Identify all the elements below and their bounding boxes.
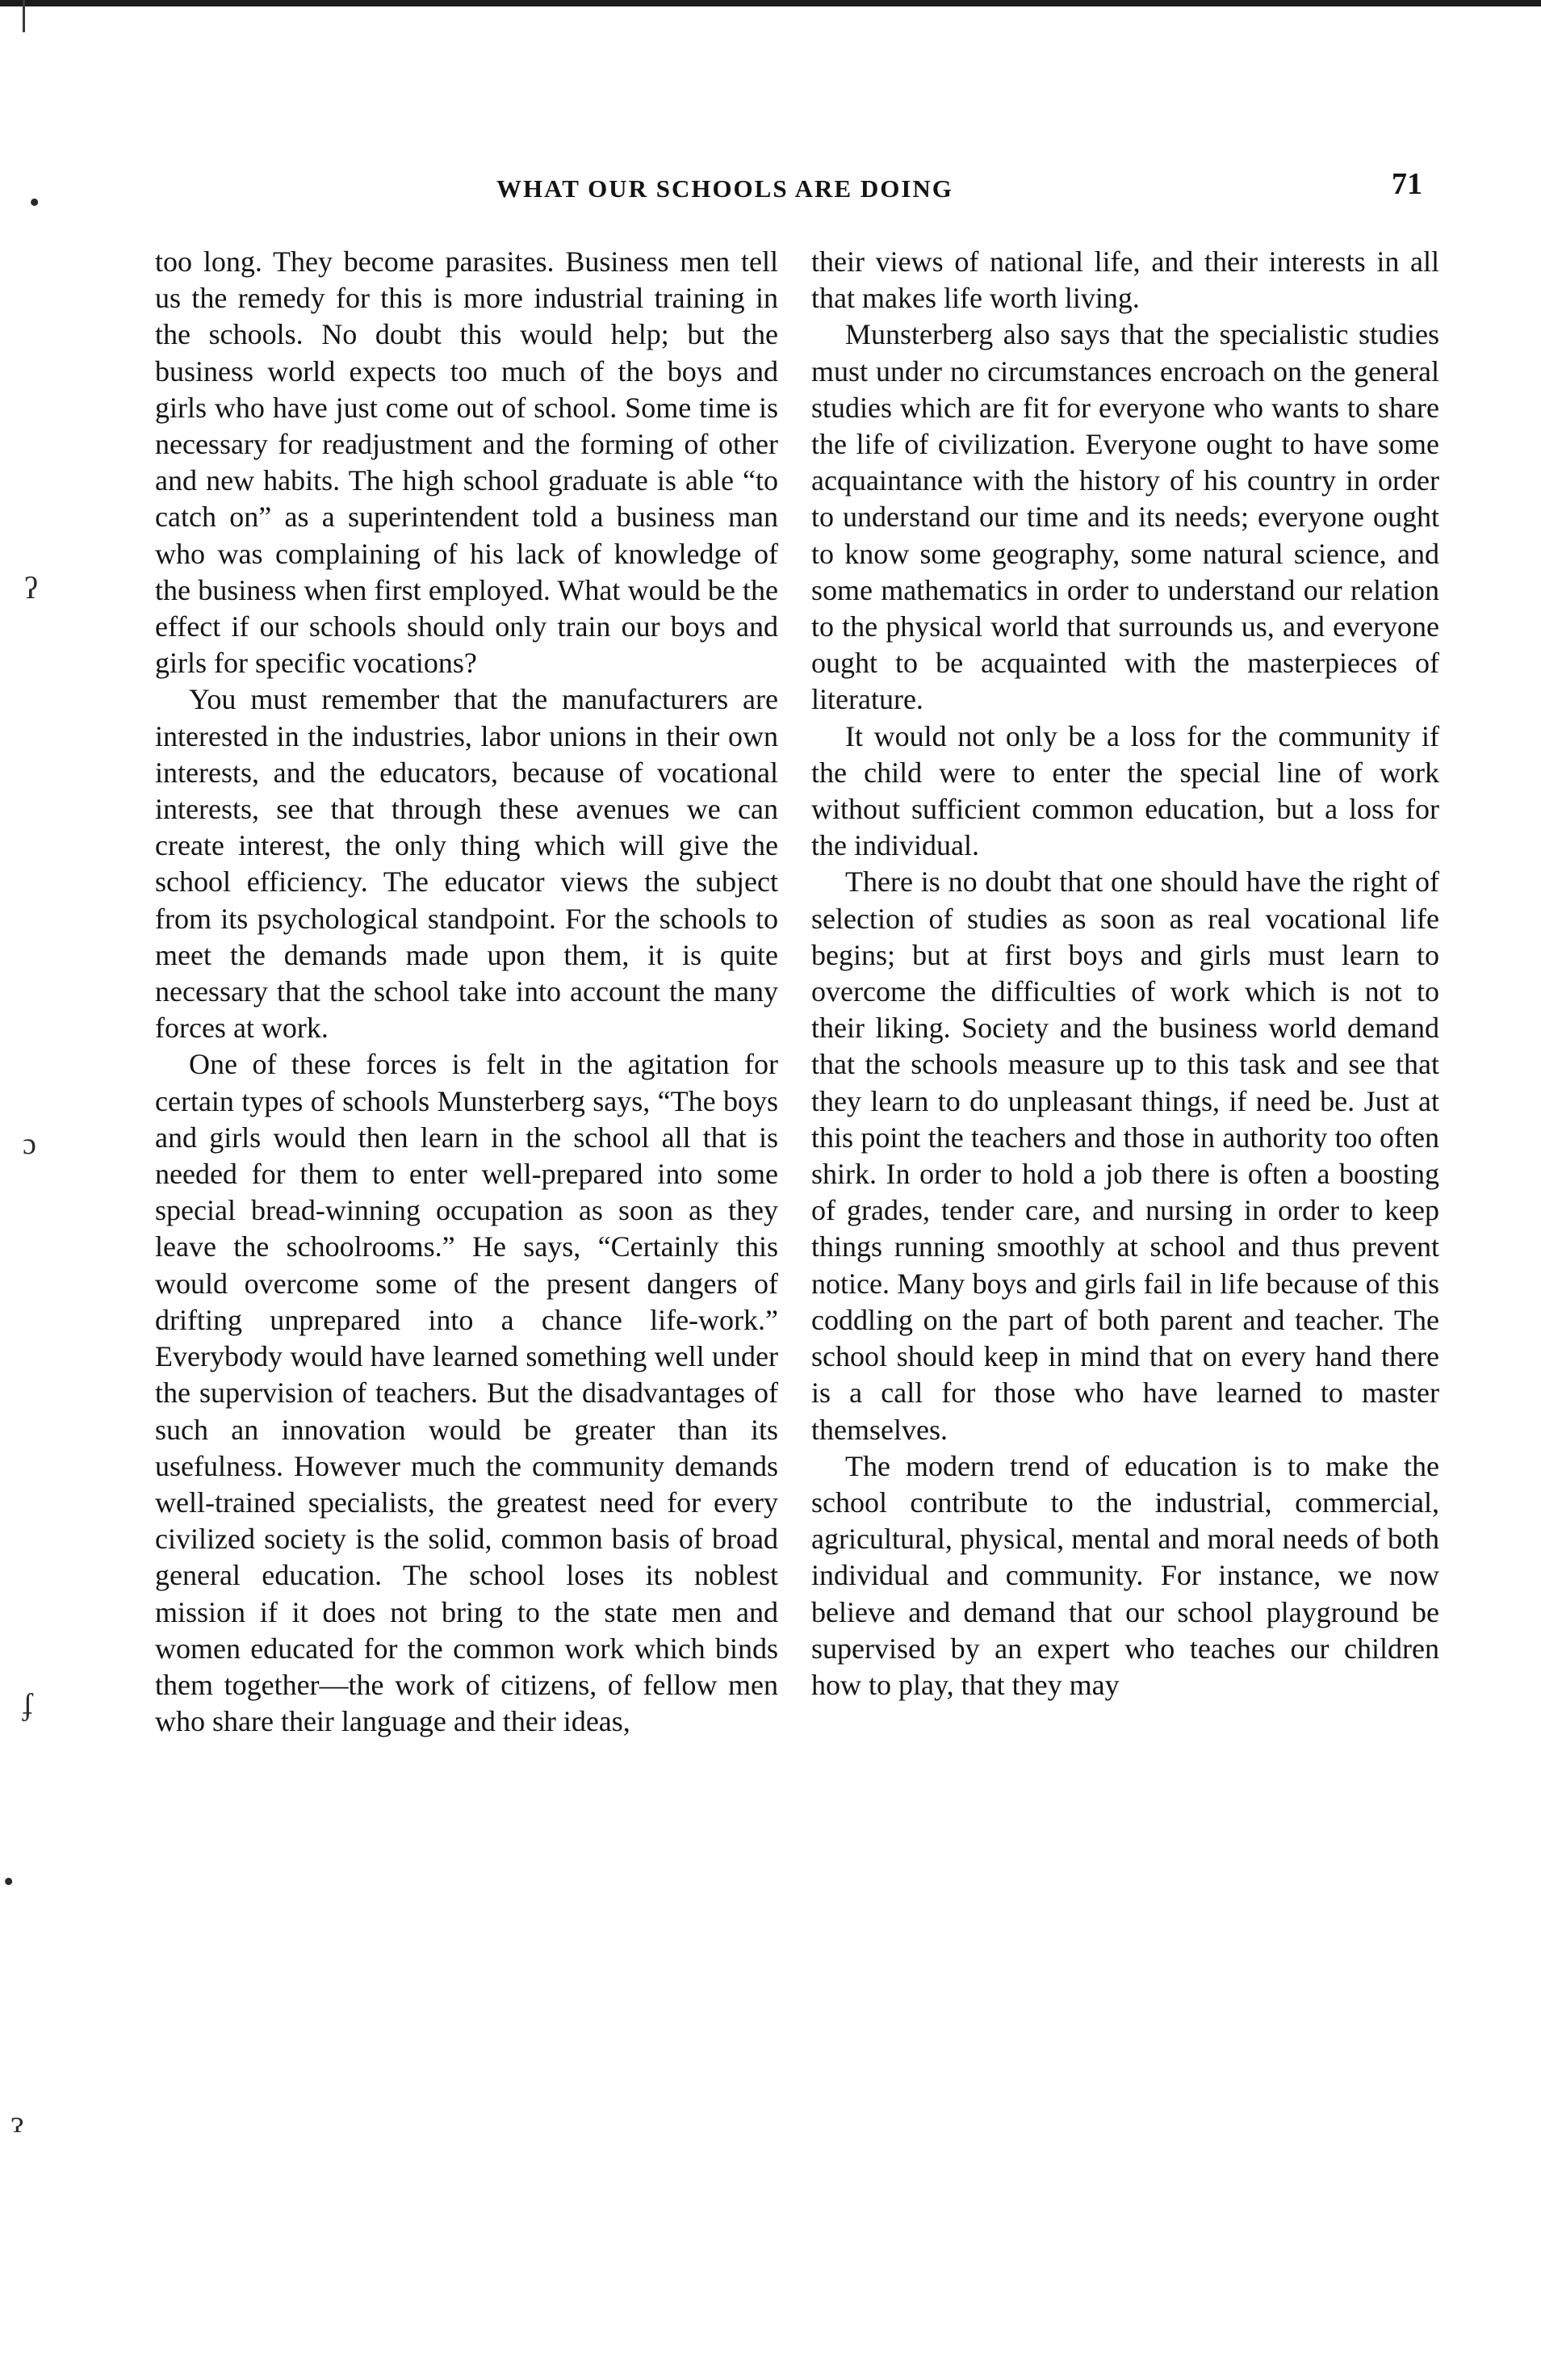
margin-hook-mark: ɔ [23, 1127, 36, 1161]
paragraph: You must remember that the manufacturers are interested in the industries, labor unions in their own interests, and the educators, because of vocational interests, see that through these avenues we can create interest, the only thing which will give the school efficiency. The educator views the subject from its psychological standpoint. For the schools to meet the demands made upon them, it is quite necessary that the school take into account the many forces at work. [155, 683, 778, 1045]
margin-hook-mark: ʄ [23, 1688, 33, 1722]
page-number: 71 [1392, 167, 1422, 201]
paragraph: It would not only be a loss for the community if the child were to enter the special line of work without sufficient common education, but a loss for the individual. [811, 719, 1439, 862]
left-text-column [155, 244, 778, 1740]
top-page-rule [0, 0, 1541, 6]
right-text-column [811, 244, 1439, 1703]
paragraph: One of these forces is felt in the agitation for certain types of schools Munsterberg says, “The boys and girls would then learn in the school all that is needed for them to enter well-prepared into some special bread-winning occupation as soon as they leave the schoolrooms.” He says, “Certainly this would overcome some of the present dangers of drifting unprepared into a chance life-work.” Everybody would have learned something well under the supervision of teachers. But the disadvantages of such an innovation would be greater than its usefulness. However much the community demands well-trained specialists, the greatest need for every civilized society is the solid, common basis of broad general education. The school loses its noblest mission if it does not bring to the state men and women educated for the common work which binds them together—the work of citizens, of fellow men who share their language and their ideas, [155, 1048, 778, 1738]
paragraph: Munsterberg also says that the specialistic studies must under no circumstances encroach on the general studies which are fit for everyone who wants to share the life of civilization. Everyone ought to have some acquaintance with the history of his country in order to understand our time and its needs; everyone ought to know some geography, some natural science, and some mathematics in order to understand our relation to the physical world that surrounds us, and everyone ought to be acquainted with the masterpieces of literature. [811, 318, 1439, 716]
margin-dot-mark: • [3, 1865, 15, 1899]
left-edge-mark [23, 0, 25, 32]
margin-hook-mark: ɂ [11, 2106, 24, 2139]
paragraph: The modern trend of education is to make the school contribute to the industrial, commercial, agricultural, physical, mental and moral needs of both individual and community. For instance, we now believe and demand that our school playground be supervised by an expert who teaches our children how to play, that they may [811, 1449, 1439, 1701]
running-title: WHAT OUR SCHOOLS ARE DOING [496, 174, 953, 203]
margin-hook-mark: ʔ [24, 572, 38, 605]
paragraph: There is no doubt that one should have the right of selection of studies as soon as real vocational life begins; but at first boys and girls must learn to overcome the difficulties of work which is not to their liking. Society and the business world demand that the schools measure up to this task and see that they learn to do unpleasant things, if need be. Just at this point the teachers and those in authority too often shirk. In order to hold a job there is often a boosting of grades, tender care, and nursing in order to keep things running smoothly at school and thus prevent notice. Many boys and girls fail in life because of this coddling on the part of both parent and teacher. The school should keep in mind that on every hand there is a call for those who have learned to master themselves. [811, 865, 1439, 1446]
paragraph: too long. They become parasites. Business men tell us the remedy for this is more industrial training in the schools. No doubt this would help; but the business world expects too much of the boys and girls who have just come out of school. Some time is necessary for readjustment and the forming of other and new habits. The high school graduate is able “to catch on” as a superintendent told a business man who was complaining of his lack of knowledge of the business when first employed. What would be the effect if our schools should only train our boys and girls for specific vocations? [155, 245, 778, 680]
margin-dot-mark: • [29, 186, 40, 220]
paragraph: their views of national life, and their interests in all that makes life worth living. [811, 245, 1439, 315]
